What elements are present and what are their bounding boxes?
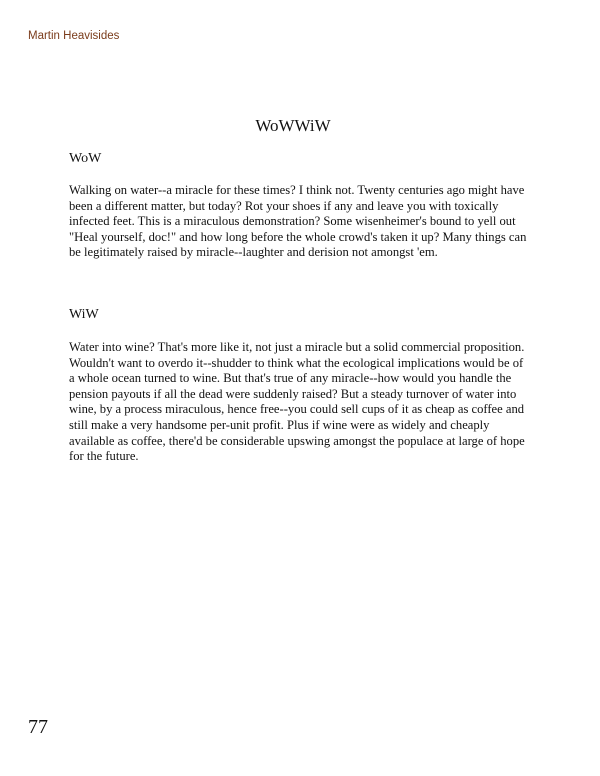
page-title: WoWWiW: [255, 116, 331, 135]
section-heading-wow: WoW: [69, 151, 102, 166]
running-header-author: Martin Heavisides: [28, 30, 120, 42]
section-body-wiw: Water into wine? That's more like it, not just a miracle but a solid commercial proposition. Wouldn't want to overdo it--shudder to think what the ecological implications would be of a whole ocean turned to wine. But that's true of any miracle--how would you handle the pension payouts if all the dead were suddenly raised? But a steady turnover of water into wine, by a process miraculous, hence free--you could sell cups of it as cheap as coffee and still make a very handsome per-unit profit. Plus if wine were as widely and cheaply available as coffee, there'd be considerable upswing amongst the populace at large of hope for the future.: [69, 340, 525, 464]
page-number: 77: [28, 716, 48, 738]
section-heading-wiw: WiW: [69, 307, 99, 322]
section-body-wow: Walking on water--a miracle for these times? I think not. Twenty centuries ago might have been a different matter, but today? Rot your shoes if any and leave you with toxically infected feet. This is a miraculous demonstration? Some wisenheimer's bound to yell out "Heal yourself, doc!" and how long before the whole crowd's taken it up? Many things can be legitimately raised by miracle--laughter and derision not amongst 'em.: [69, 183, 527, 260]
